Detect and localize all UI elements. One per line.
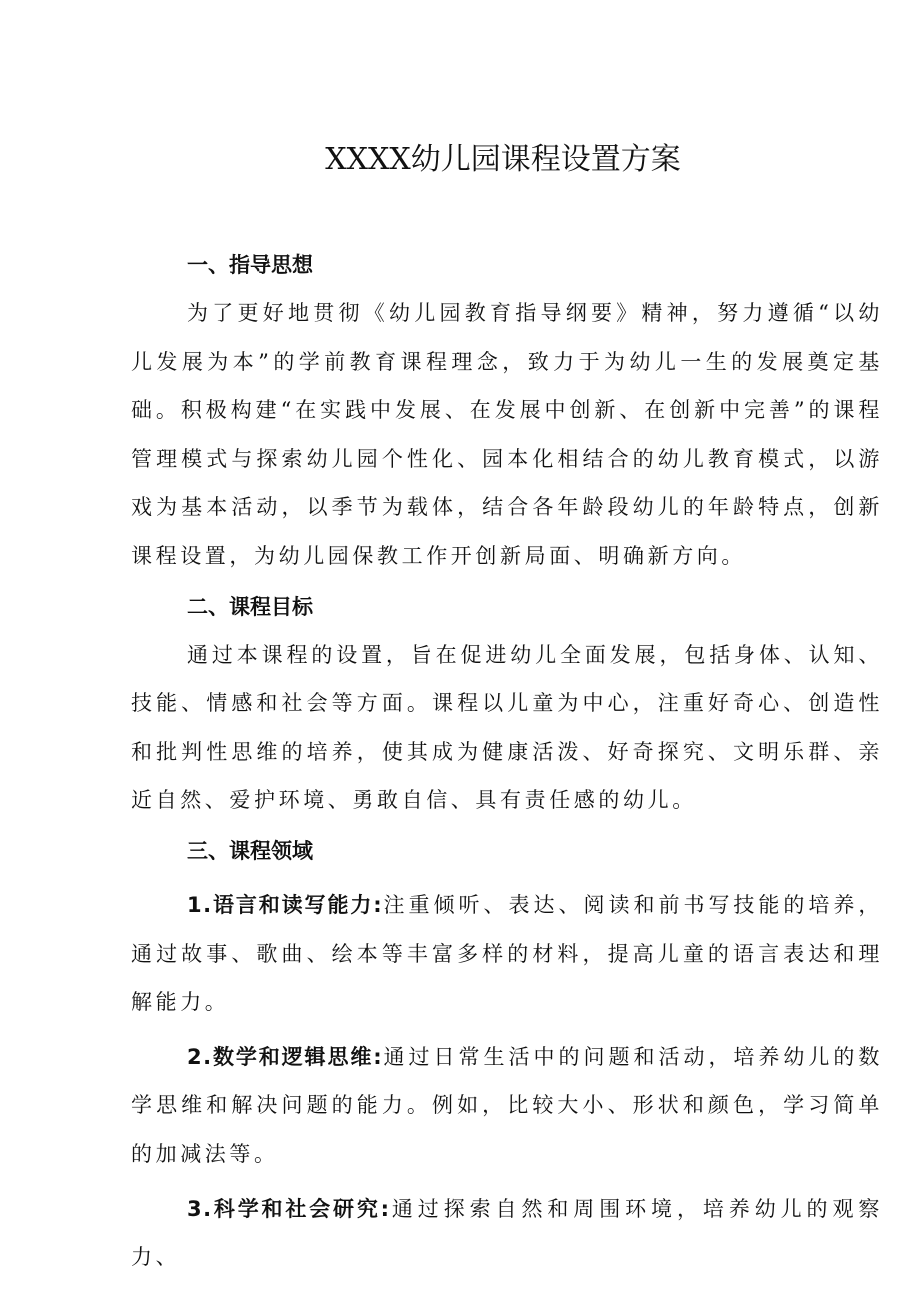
item-lead-language: 1.语言和读写能力: (187, 892, 384, 917)
section-heading-course-areas: 三、课程领域 (187, 838, 313, 863)
document-title: XXXX幼儿园课程设置方案 (325, 142, 681, 177)
item-text-science: 通过探索自然和周围环境，培养幼儿的观察力、 (131, 1196, 883, 1270)
item-lead-math: 2.数学和逻辑思维: (187, 1044, 384, 1069)
list-item-language-literacy (131, 881, 883, 1027)
item-text-math: 通过日常生活中的问题和活动，培养幼儿的数学思维和解决问题的能力。例如，比较大小、形状和颜色，学习简单的加减法等。 (131, 1044, 883, 1166)
list-item-math-logic (131, 1033, 883, 1179)
list-item-science-social (131, 1185, 883, 1282)
paragraph-course-goals: 通过本课程的设置，旨在促进幼儿全面发展，包括身体、认知、技能、情感和社会等方面。课程以儿童为中心，注重好奇心、创造性和批判性思维的培养，使其成为健康活泼、好奇探究、文明乐群、亲近自然、爱护环境、勇敢自信、具有责任感的幼儿。 (131, 642, 883, 813)
document-body (131, 241, 883, 1282)
paragraph-guiding-ideology: 为了更好地贯彻《幼儿园教育指导纲要》精神，努力遵循“以幼儿发展为本”的学前教育课程理念，致力于为幼儿一生的发展奠定基础。积极构建“在实践中发展、在发展中创新、在创新中完善”的课程管理模式与探索幼儿园个性化、园本化相结合的幼儿教育模式，以游戏为基本活动，以季节为载体，结合各年龄段幼儿的年龄特点，创新课程设置，为幼儿园保教工作开创新局面、明确新方向。 (131, 301, 883, 568)
section-heading-course-goals: 二、课程目标 (187, 594, 313, 619)
item-text-language: 注重倾听、表达、阅读和前书写技能的培养，通过故事、歌曲、绘本等丰富多样的材料，提高儿童的语言表达和理解能力。 (131, 892, 883, 1015)
section-heading-guiding-ideology: 一、指导思想 (187, 253, 313, 277)
item-lead-science: 3.科学和社会研究: (187, 1196, 391, 1221)
